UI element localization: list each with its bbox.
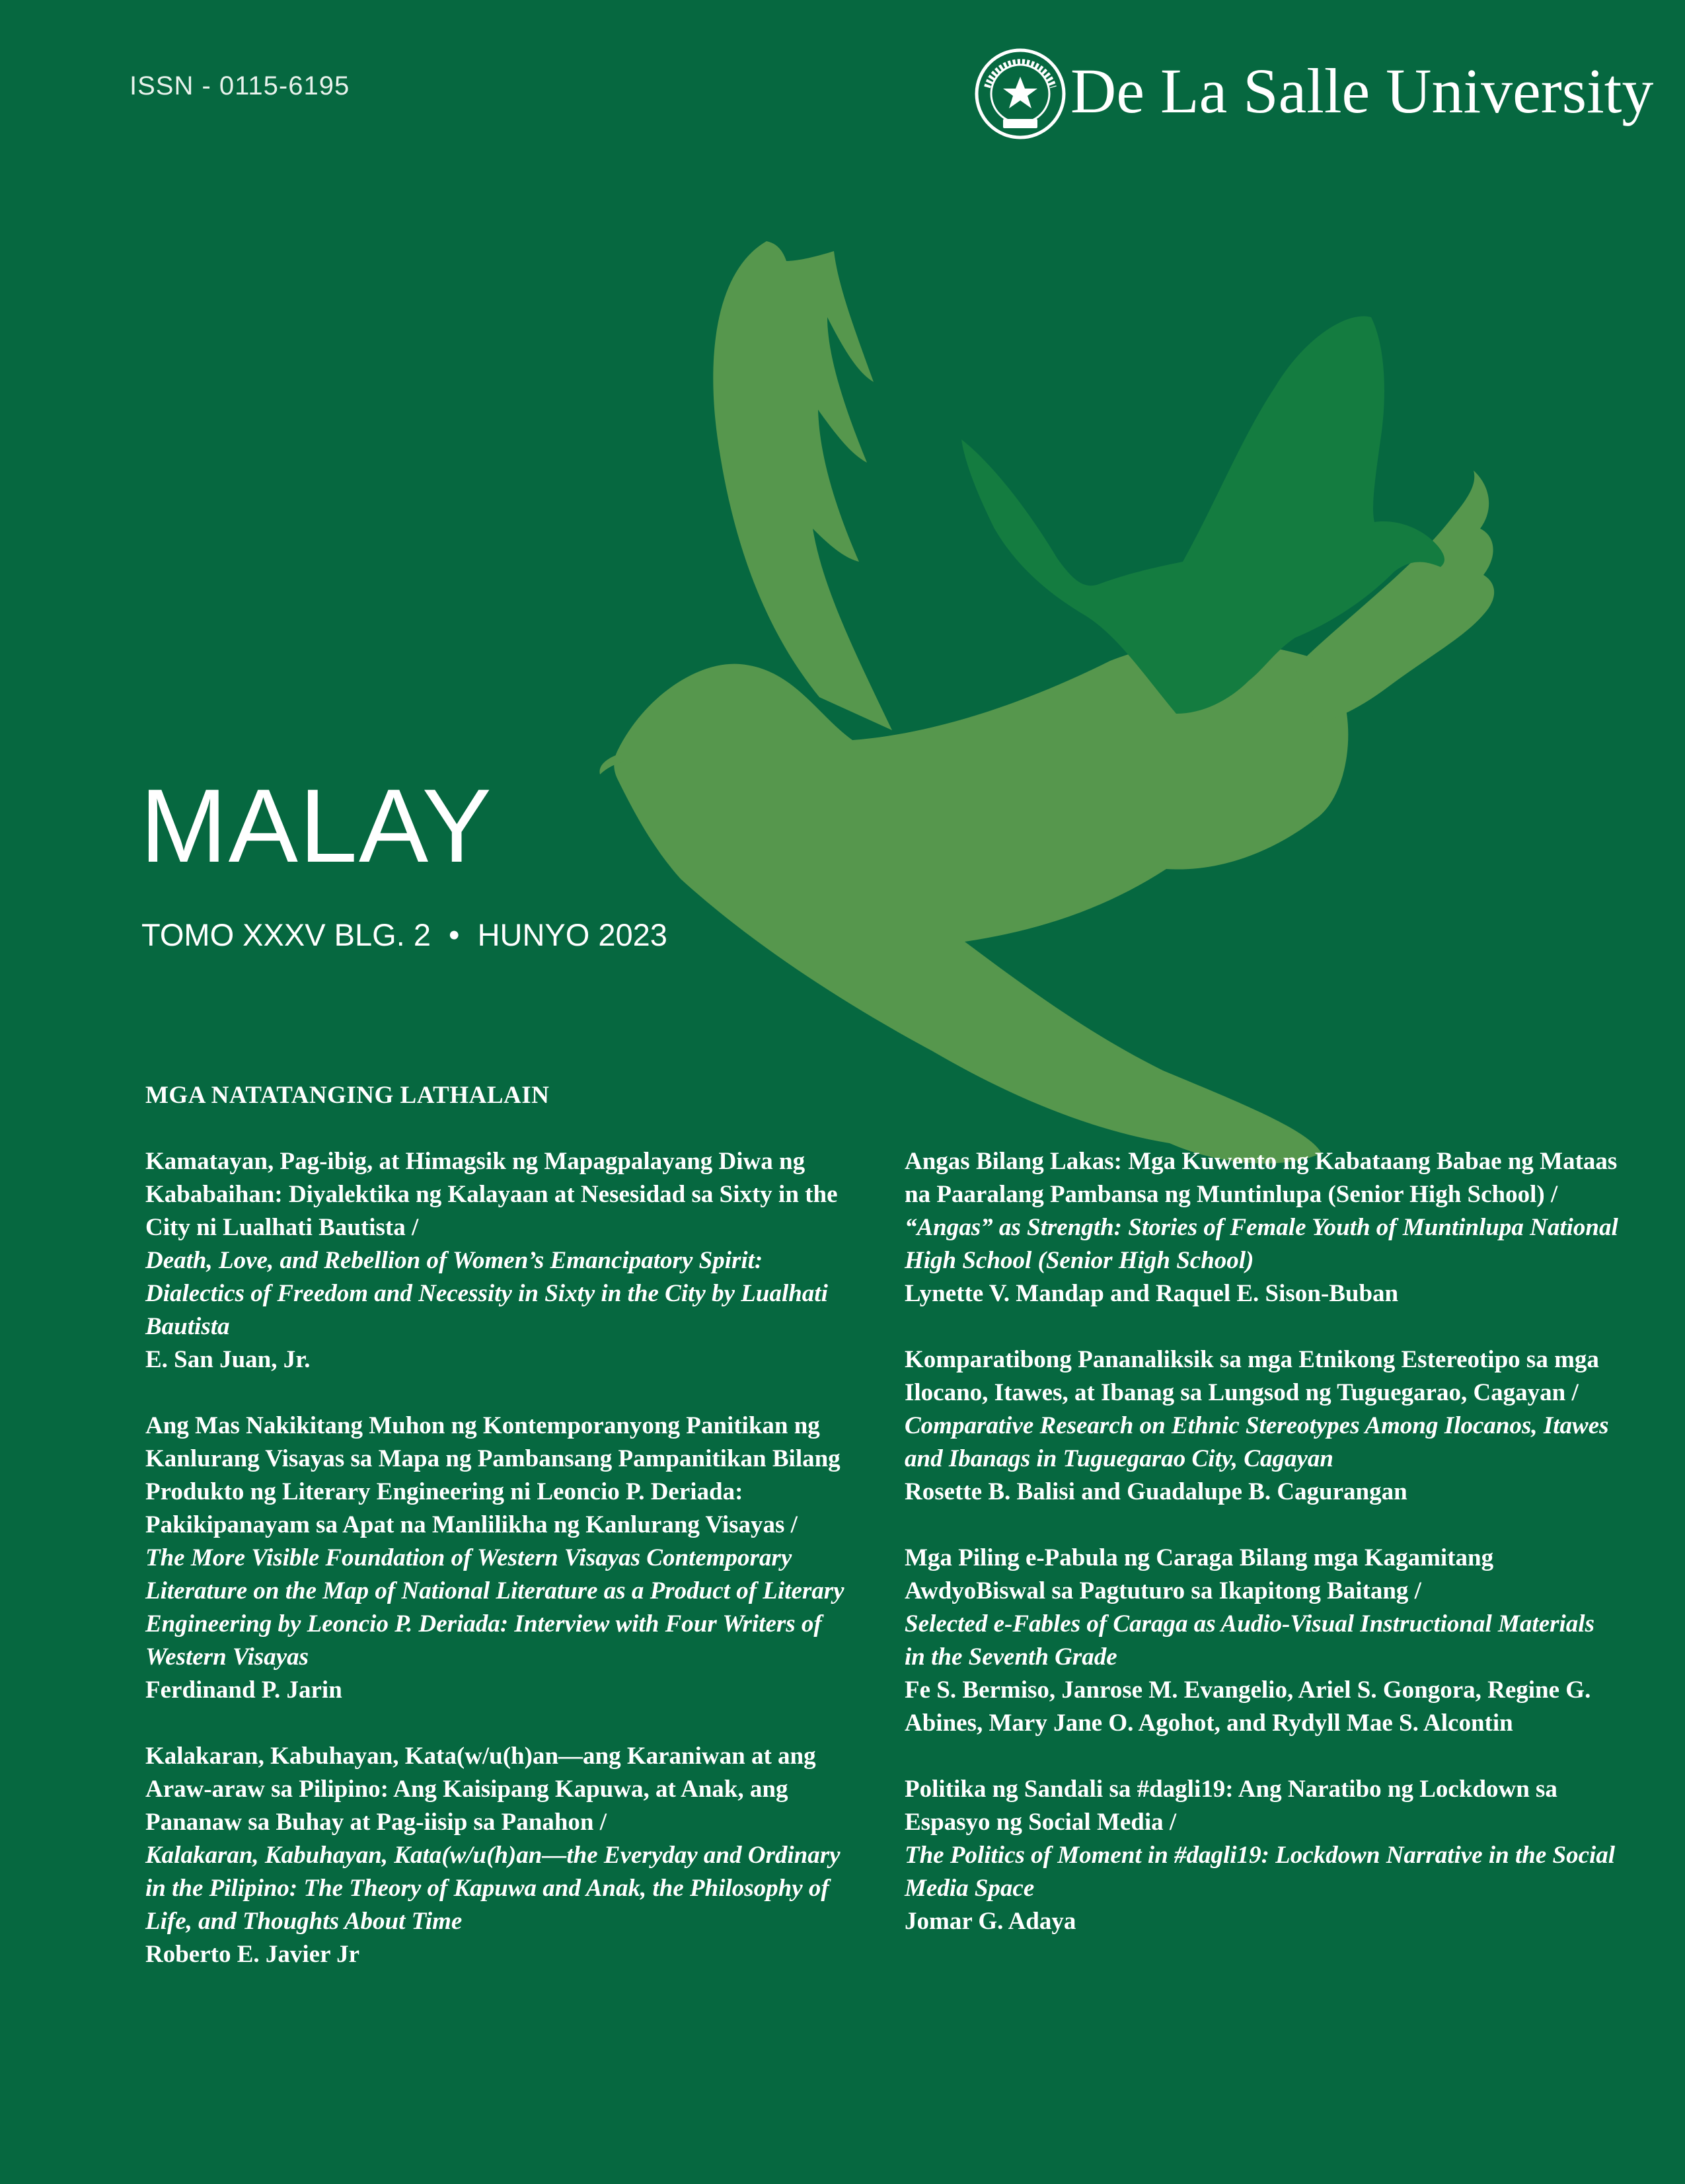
volume-label: TOMO XXXV <box>141 917 326 952</box>
university-seal-icon <box>974 48 1067 140</box>
large-dove-wing <box>713 241 892 730</box>
contents-left-column <box>145 1145 859 2004</box>
university-name: De La Salle University <box>1070 56 1654 126</box>
article-entry[interactable] <box>905 1773 1618 1938</box>
article-title: Angas Bilang Lakas: Mga Kuwento ng Kabataang Babae ng Mataas na Paaralang Pambansa ng Muntinlupa (Senior High School) / <box>905 1148 1618 1208</box>
issue-info <box>141 915 667 955</box>
university-logo[interactable] <box>974 48 1654 140</box>
article-author: E. San Juan, Jr. <box>145 1346 311 1373</box>
article-title: Mga Piling e-Pabula ng Caraga Bilang mga Kagamitang AwdyoBiswal sa Pagtuturo sa Ikapitong Baitang / <box>905 1544 1494 1604</box>
article-author: Jomar G. Adaya <box>905 1908 1076 1935</box>
article-title: Politika ng Sandali sa #dagli19: Ang Naratibo ng Lockdown sa Espasyo ng Social Media / <box>905 1776 1557 1836</box>
article-title-english: “Angas” as Strength: Stories of Female Youth of Muntinlupa National High School (Senior High School) <box>905 1214 1618 1274</box>
article-author: Ferdinand P. Jarin <box>145 1676 342 1704</box>
article-entry[interactable] <box>145 1145 859 1376</box>
article-entry[interactable] <box>905 1542 1618 1740</box>
article-author: Rosette B. Balisi and Guadalupe B. Cagurangan <box>905 1478 1407 1505</box>
article-author: Roberto E. Javier Jr <box>145 1941 360 1968</box>
article-title-english: Comparative Research on Ethnic Stereotypes Among Ilocanos, Itawes and Ibanags in Tuguegarao City, Cagayan <box>905 1412 1609 1472</box>
issn-label: ISSN - 0115-6195 <box>130 71 350 100</box>
large-dove-body <box>614 642 1348 1164</box>
article-author: Lynette V. Mandap and Raquel E. Sison-Buban <box>905 1280 1399 1307</box>
article-title-english: The Politics of Moment in #dagli19: Lockdown Narrative in the Social Media Space <box>905 1842 1616 1902</box>
article-entry[interactable] <box>905 1343 1618 1509</box>
article-title-english: Kalakaran, Kabuhayan, Kata(w/u(h)an—the Everyday and Ordinary in the Pilipino: The Theory of Kapuwa and Anak, the Philosophy of Life, and Thoughts About Time <box>145 1842 841 1935</box>
section-heading: MGA NATATANGING LATHALAIN <box>145 1082 550 1109</box>
article-author: Fe S. Bermiso, Janrose M. Evangelio, Ariel S. Gongora, Regine G. Abines, Mary Jane O. Agohot, and Rydyll Mae S. Alcontin <box>905 1676 1591 1737</box>
article-title: Komparatibong Pananaliksik sa mga Etnikong Estereotipo sa mga Ilocano, Itawes, at Ibanag sa Lungsod ng Tuguegarao, Cagayan / <box>905 1346 1599 1406</box>
article-title: Kamatayan, Pag-ibig, at Himagsik ng Mapagpalayang Diwa ng Kababaihan: Diyalektika ng Kalayaan at Nesesidad sa Sixty in the City ni Lualhati Bautista / <box>145 1148 838 1241</box>
date-label: HUNYO 2023 <box>477 917 667 952</box>
article-entry[interactable] <box>145 1740 859 1971</box>
number-label: BLG. 2 <box>334 917 431 952</box>
article-title: Ang Mas Nakikitang Muhon ng Kontemporanyong Panitikan ng Kanlurang Visayas sa Mapa ng Pambansang Pampanitikan Bilang Produkto ng Literary Engineering ni Leoncio P. Deriada: Pakikipanayam sa Apat na Manlilikha ng Kanlurang Visayas / <box>145 1412 841 1538</box>
contents-right-column <box>905 1145 1618 1971</box>
article-title-english: Selected e-Fables of Caraga as Audio-Visual Instructional Materials in the Seventh Grade <box>905 1610 1594 1671</box>
article-entry[interactable] <box>905 1145 1618 1310</box>
separator-dot: • <box>449 917 460 952</box>
article-entry[interactable] <box>145 1410 859 1707</box>
journal-title: MALAY <box>140 768 493 884</box>
article-title: Kalakaran, Kabuhayan, Kata(w/u(h)an—ang Karaniwan at ang Araw-araw sa Pilipino: Ang Kaisipang Kapuwa, at Anak, ang Pananaw sa Buhay at Pag-iisip sa Panahon / <box>145 1743 816 1836</box>
article-title-english: The More Visible Foundation of Western Visayas Contemporary Literature on the Map of National Literature as a Product of Literary Engineering by Leoncio P. Deriada: Interview with Four Writers of Western Visayas <box>145 1544 844 1671</box>
article-title-english: Death, Love, and Rebellion of Women’s Emancipatory Spirit: Dialectics of Freedom and Necessity in Sixty in the City by Lualhati Bautista <box>145 1247 828 1340</box>
